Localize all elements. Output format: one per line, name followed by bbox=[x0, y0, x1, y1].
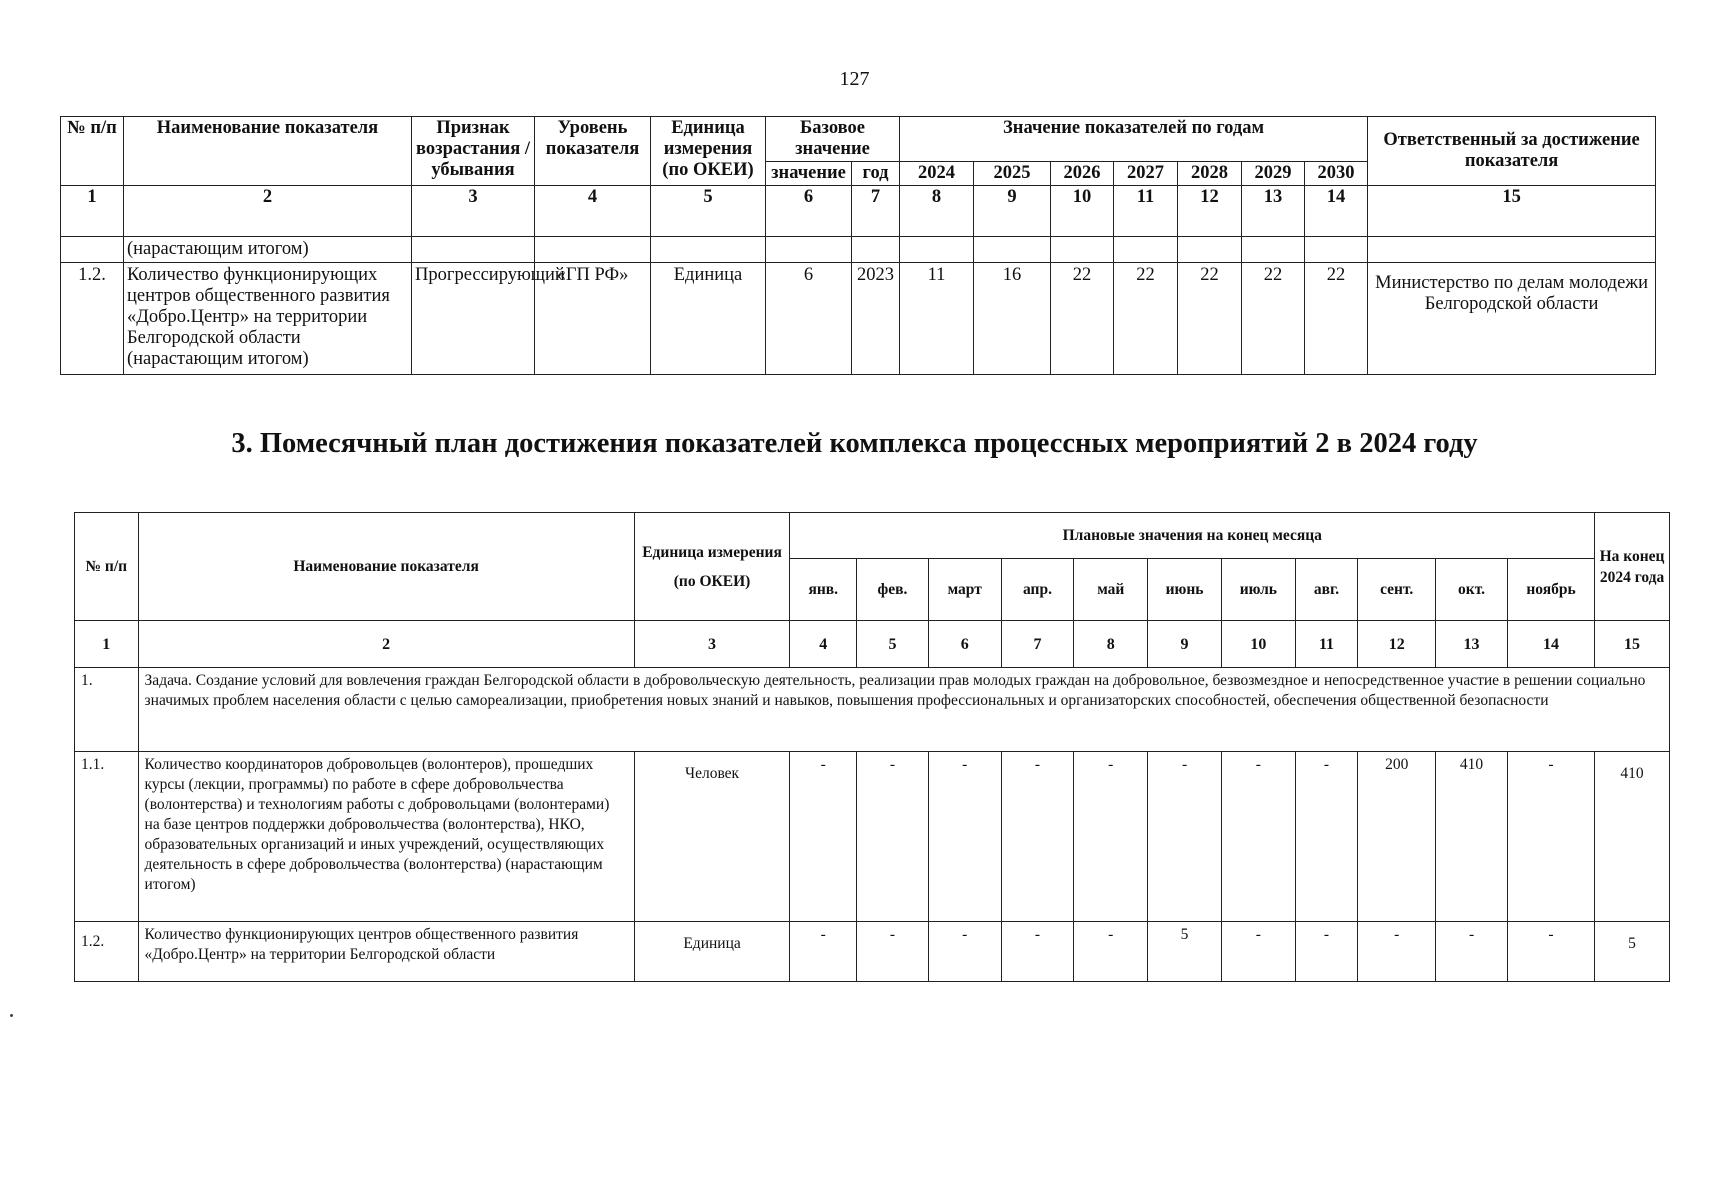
row-year-value: 22 bbox=[1178, 263, 1242, 375]
header-num: № п/п bbox=[75, 513, 139, 621]
column-number: 8 bbox=[1074, 621, 1148, 668]
header-base-year: год bbox=[852, 162, 900, 186]
row-month-value: - bbox=[790, 922, 857, 982]
row-month-value: - bbox=[1001, 752, 1074, 922]
header-year: 2025 bbox=[974, 162, 1051, 186]
header-month: март bbox=[928, 559, 1001, 621]
header-month: июль bbox=[1221, 559, 1295, 621]
header-year: 2026 bbox=[1051, 162, 1114, 186]
table2-header-row bbox=[75, 513, 1670, 559]
row-unit: Человек bbox=[634, 752, 790, 922]
row-name: Количество функционирующих центров общественного развития «Добро.Центр» на территории Белгородской области (нарастающим итогом) bbox=[124, 263, 412, 375]
column-number: 10 bbox=[1051, 186, 1114, 237]
row-month-value: 200 bbox=[1358, 752, 1436, 922]
column-number: 6 bbox=[928, 621, 1001, 668]
column-number: 9 bbox=[974, 186, 1051, 237]
monthly-plan-table bbox=[74, 512, 1670, 982]
column-number: 5 bbox=[857, 621, 929, 668]
row-end-value: 410 bbox=[1595, 752, 1670, 922]
column-number: 9 bbox=[1148, 621, 1222, 668]
row-name: Количество координаторов добровольцев (волонтеров), прошедших курсы (лекции, программы) по работе в сфере добровольчества (волонтерства) и технологиям работы с добровольцами (волонтерами) на базе центров поддержки добровольчества (волонтерства), НКО, образовательных организаций и иных учреждений, осуществляющих деятельность в сфере добровольчества (волонтерства) (нарастающим итогом) bbox=[138, 752, 634, 922]
column-number: 13 bbox=[1436, 621, 1508, 668]
column-number: 4 bbox=[790, 621, 857, 668]
table-row bbox=[61, 263, 1656, 375]
row-month-value: - bbox=[1074, 752, 1148, 922]
row-year-value: 11 bbox=[900, 263, 974, 375]
row-year-value: 22 bbox=[1242, 263, 1305, 375]
row-sign: Прогрессирующий bbox=[412, 263, 535, 375]
row-month-value: - bbox=[1358, 922, 1436, 982]
header-unit-line: (по ОКЕИ) bbox=[673, 572, 751, 590]
column-number: 7 bbox=[1001, 621, 1074, 668]
header-month: сент. bbox=[1358, 559, 1436, 621]
column-number: 12 bbox=[1358, 621, 1436, 668]
header-month: янв. bbox=[790, 559, 857, 621]
row-unit: Единица bbox=[651, 263, 766, 375]
header-year: 2028 bbox=[1178, 162, 1242, 186]
column-number: 12 bbox=[1178, 186, 1242, 237]
column-number: 10 bbox=[1221, 621, 1295, 668]
column-number: 6 bbox=[766, 186, 852, 237]
row-name: Количество функционирующих центров общественного развития «Добро.Центр» на территории Белгородской области bbox=[138, 922, 634, 982]
row-month-value: - bbox=[1221, 922, 1295, 982]
task-num: 1. bbox=[75, 668, 139, 752]
table-row bbox=[61, 237, 1656, 263]
header-name: Наименование показателя bbox=[124, 117, 412, 186]
header-month: июнь bbox=[1148, 559, 1222, 621]
column-number: 14 bbox=[1507, 621, 1594, 668]
row-month-value: - bbox=[1074, 922, 1148, 982]
header-base-value: значение bbox=[766, 162, 852, 186]
header-level: Уровень показателя bbox=[535, 117, 651, 186]
row-month-value: - bbox=[928, 752, 1001, 922]
row-num: 1.1. bbox=[75, 752, 139, 922]
header-planned: Плановые значения на конец месяца bbox=[790, 513, 1595, 559]
header-year: 2024 bbox=[900, 162, 974, 186]
column-number: 7 bbox=[852, 186, 900, 237]
row-base-year: 2023 bbox=[852, 263, 900, 375]
row-month-value: - bbox=[1295, 922, 1358, 982]
header-unit: Единица измерения (по ОКЕИ) bbox=[651, 117, 766, 186]
column-number: 15 bbox=[1368, 186, 1656, 237]
row-month-value: - bbox=[790, 752, 857, 922]
row-responsible: Министерство по делам молодежи Белгородской области bbox=[1368, 263, 1656, 375]
column-number: 5 bbox=[651, 186, 766, 237]
column-number: 3 bbox=[412, 186, 535, 237]
header-month: ноябрь bbox=[1507, 559, 1594, 621]
header-name: Наименование показателя bbox=[138, 513, 634, 621]
row-unit: Единица bbox=[634, 922, 790, 982]
row-year-value: 16 bbox=[974, 263, 1051, 375]
column-number: 8 bbox=[900, 186, 974, 237]
column-number: 1 bbox=[61, 186, 124, 237]
header-month: апр. bbox=[1001, 559, 1074, 621]
column-number: 4 bbox=[535, 186, 651, 237]
row-month-value: - bbox=[1507, 922, 1594, 982]
row-num: 1.2. bbox=[61, 263, 124, 375]
column-number: 11 bbox=[1114, 186, 1178, 237]
row-month-value: - bbox=[1507, 752, 1594, 922]
row-month-value: - bbox=[857, 922, 929, 982]
header-base: Базовое значение bbox=[766, 117, 900, 162]
row-month-value: - bbox=[1221, 752, 1295, 922]
header-month: май bbox=[1074, 559, 1148, 621]
table2-column-numbers bbox=[75, 621, 1670, 668]
row-num: 1.2. bbox=[75, 922, 139, 982]
row-month-value: - bbox=[1295, 752, 1358, 922]
task-text: Задача. Создание условий для вовлечения граждан Белгородской области в добровольческую деятельность, реализации прав молодых граждан на добровольное, безвозмездное и непосредственное участие в решении социально значимых проблем населения области с целью самореализации, приобретения новых знаний и навыков, повышения профессиональных и организаторских способностей, обеспечения общественной безопасности bbox=[138, 668, 1669, 752]
header-sign: Признак возрастания / убывания bbox=[412, 117, 535, 186]
header-responsible: Ответственный за достижение показателя bbox=[1368, 117, 1656, 186]
column-number: 3 bbox=[634, 621, 790, 668]
table1-column-numbers bbox=[61, 186, 1656, 237]
header-month: окт. bbox=[1436, 559, 1508, 621]
header-end-of-year: На конец 2024 года bbox=[1595, 513, 1670, 621]
row-base-value: 6 bbox=[766, 263, 852, 375]
header-year: 2030 bbox=[1305, 162, 1368, 186]
column-number: 13 bbox=[1242, 186, 1305, 237]
table-row bbox=[75, 922, 1670, 982]
header-month: фев. bbox=[857, 559, 929, 621]
column-number: 2 bbox=[124, 186, 412, 237]
row-month-value: - bbox=[1001, 922, 1074, 982]
header-unit-line: Единица измерения bbox=[642, 543, 782, 561]
row-year-value: 22 bbox=[1051, 263, 1114, 375]
header-year: 2029 bbox=[1242, 162, 1305, 186]
page-number: 127 bbox=[839, 68, 870, 90]
row-month-value: 410 bbox=[1436, 752, 1508, 922]
row-year-value: 22 bbox=[1114, 263, 1178, 375]
row-month-value: - bbox=[1436, 922, 1508, 982]
column-number: 15 bbox=[1595, 621, 1670, 668]
column-number: 11 bbox=[1295, 621, 1358, 668]
section-title: 3. Помесячный план достижения показателей комплекса процессных мероприятий 2 в 2024 году bbox=[231, 428, 1478, 459]
column-number: 2 bbox=[138, 621, 634, 668]
header-values-by-year: Значение показателей по годам bbox=[900, 117, 1368, 162]
row-end-value: 5 bbox=[1595, 922, 1670, 982]
header-month: авг. bbox=[1295, 559, 1358, 621]
header-year: 2027 bbox=[1114, 162, 1178, 186]
row-name: (нарастающим итогом) bbox=[124, 237, 412, 263]
header-unit bbox=[634, 513, 790, 621]
column-number: 1 bbox=[75, 621, 139, 668]
table-row bbox=[75, 752, 1670, 922]
row-month-value: - bbox=[857, 752, 929, 922]
indicators-table bbox=[60, 116, 1656, 375]
header-num: № п/п bbox=[61, 117, 124, 186]
row-month-value: - bbox=[928, 922, 1001, 982]
scan-dot bbox=[10, 1014, 13, 1017]
row-year-value: 22 bbox=[1305, 263, 1368, 375]
row-month-value: 5 bbox=[1148, 922, 1222, 982]
row-month-value: - bbox=[1148, 752, 1222, 922]
column-number: 14 bbox=[1305, 186, 1368, 237]
task-row bbox=[75, 668, 1670, 752]
row-level: «ГП РФ» bbox=[535, 263, 651, 375]
